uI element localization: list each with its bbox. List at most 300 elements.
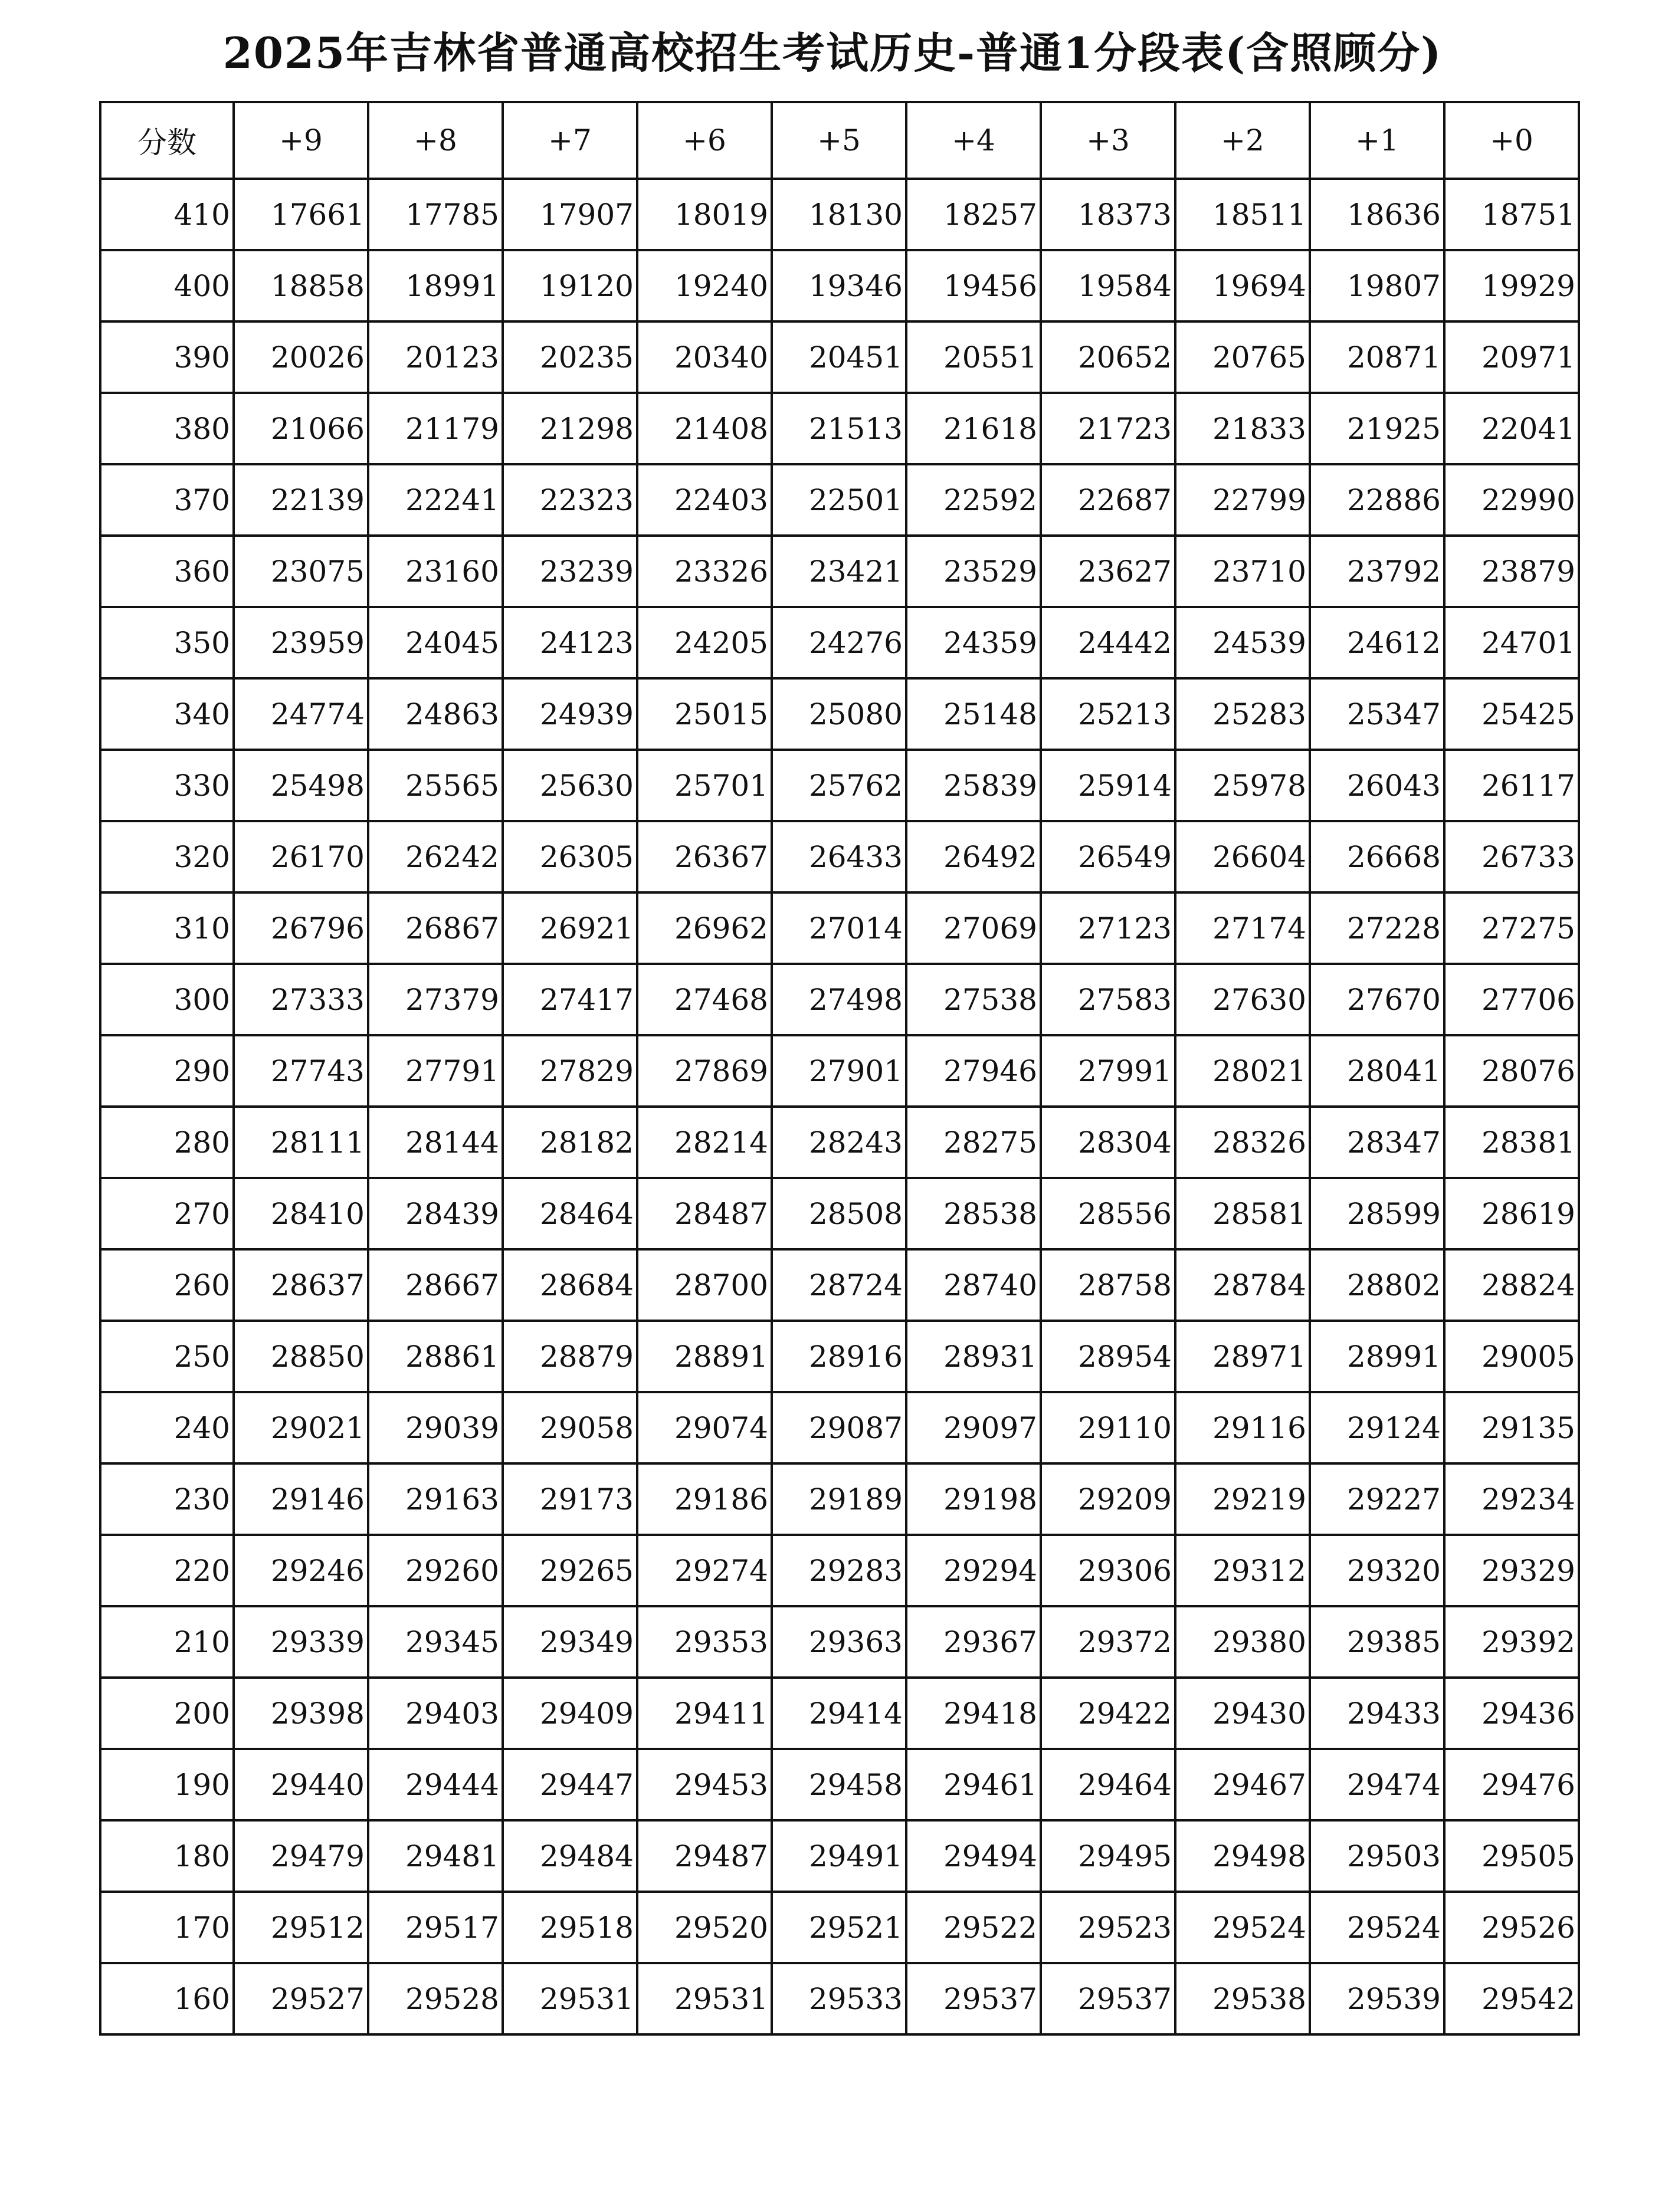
- cumulative-count-cell: 23959: [234, 607, 368, 678]
- cumulative-count-cell: 28684: [503, 1249, 637, 1321]
- table-row: [100, 1963, 1579, 2034]
- cumulative-count-cell: 29227: [1310, 1463, 1444, 1535]
- cumulative-count-cell: 27630: [1175, 964, 1310, 1035]
- cumulative-count-cell: 27174: [1175, 892, 1310, 964]
- cumulative-count-cell: 23421: [772, 536, 906, 607]
- cumulative-count-cell: 28304: [1041, 1107, 1175, 1178]
- cumulative-count-cell: 28667: [368, 1249, 503, 1321]
- cumulative-count-cell: 26367: [637, 821, 772, 892]
- cumulative-count-cell: 29523: [1041, 1892, 1175, 1963]
- cumulative-count-cell: 28041: [1310, 1035, 1444, 1107]
- cumulative-count-cell: 21833: [1175, 393, 1310, 464]
- cumulative-count-cell: 28824: [1444, 1249, 1579, 1321]
- table-row: [100, 1463, 1579, 1535]
- cumulative-count-cell: 26305: [503, 821, 637, 892]
- table-row: [100, 393, 1579, 464]
- cumulative-count-cell: 25839: [906, 750, 1041, 821]
- cumulative-count-cell: 20551: [906, 321, 1041, 393]
- cumulative-count-cell: 27829: [503, 1035, 637, 1107]
- column-header-offset: +8: [368, 102, 503, 179]
- cumulative-count-cell: 23710: [1175, 536, 1310, 607]
- cumulative-count-cell: 28347: [1310, 1107, 1444, 1178]
- cumulative-count-cell: 28581: [1175, 1178, 1310, 1249]
- cumulative-count-cell: 27791: [368, 1035, 503, 1107]
- cumulative-count-cell: 29461: [906, 1749, 1041, 1820]
- table-row: [100, 1749, 1579, 1820]
- score-base-cell: 410: [100, 179, 234, 250]
- column-header-offset: +2: [1175, 102, 1310, 179]
- table-row: [100, 678, 1579, 750]
- cumulative-count-cell: 29517: [368, 1892, 503, 1963]
- cumulative-count-cell: 29039: [368, 1392, 503, 1463]
- score-base-cell: 240: [100, 1392, 234, 1463]
- cumulative-count-cell: 29110: [1041, 1392, 1175, 1463]
- cumulative-count-cell: 29146: [234, 1463, 368, 1535]
- table-row: [100, 1321, 1579, 1392]
- cumulative-count-cell: 19240: [637, 250, 772, 321]
- cumulative-count-cell: 29135: [1444, 1392, 1579, 1463]
- cumulative-count-cell: 28891: [637, 1321, 772, 1392]
- column-header-offset: +1: [1310, 102, 1444, 179]
- cumulative-count-cell: 21179: [368, 393, 503, 464]
- score-base-cell: 160: [100, 1963, 234, 2034]
- cumulative-count-cell: 18636: [1310, 179, 1444, 250]
- cumulative-count-cell: 29097: [906, 1392, 1041, 1463]
- score-base-cell: 260: [100, 1249, 234, 1321]
- cumulative-count-cell: 27583: [1041, 964, 1175, 1035]
- cumulative-count-cell: 28021: [1175, 1035, 1310, 1107]
- cumulative-count-cell: 17907: [503, 179, 637, 250]
- cumulative-count-cell: 28991: [1310, 1321, 1444, 1392]
- cumulative-count-cell: 29533: [772, 1963, 906, 2034]
- cumulative-count-cell: 20026: [234, 321, 368, 393]
- cumulative-count-cell: 29521: [772, 1892, 906, 1963]
- score-base-cell: 290: [100, 1035, 234, 1107]
- cumulative-count-cell: 29447: [503, 1749, 637, 1820]
- cumulative-count-cell: 26549: [1041, 821, 1175, 892]
- cumulative-count-cell: 28381: [1444, 1107, 1579, 1178]
- cumulative-count-cell: 27379: [368, 964, 503, 1035]
- score-base-cell: 230: [100, 1463, 234, 1535]
- cumulative-count-cell: 27670: [1310, 964, 1444, 1035]
- score-base-cell: 320: [100, 821, 234, 892]
- cumulative-count-cell: 24442: [1041, 607, 1175, 678]
- cumulative-count-cell: 29433: [1310, 1678, 1444, 1749]
- cumulative-count-cell: 23792: [1310, 536, 1444, 607]
- cumulative-count-cell: 29491: [772, 1820, 906, 1892]
- cumulative-count-cell: 28724: [772, 1249, 906, 1321]
- cumulative-count-cell: 28182: [503, 1107, 637, 1178]
- cumulative-count-cell: 22403: [637, 464, 772, 536]
- cumulative-count-cell: 29380: [1175, 1606, 1310, 1678]
- cumulative-count-cell: 22041: [1444, 393, 1579, 464]
- cumulative-count-cell: 19120: [503, 250, 637, 321]
- cumulative-count-cell: 18511: [1175, 179, 1310, 250]
- cumulative-count-cell: 24359: [906, 607, 1041, 678]
- table-row: [100, 464, 1579, 536]
- table-row: [100, 1820, 1579, 1892]
- cumulative-count-cell: 26170: [234, 821, 368, 892]
- cumulative-count-cell: 22687: [1041, 464, 1175, 536]
- cumulative-count-cell: 29189: [772, 1463, 906, 1535]
- cumulative-count-cell: 21408: [637, 393, 772, 464]
- cumulative-count-cell: 25914: [1041, 750, 1175, 821]
- cumulative-count-cell: 29339: [234, 1606, 368, 1678]
- cumulative-count-cell: 28879: [503, 1321, 637, 1392]
- column-header-offset: +4: [906, 102, 1041, 179]
- cumulative-count-cell: 22241: [368, 464, 503, 536]
- cumulative-count-cell: 26796: [234, 892, 368, 964]
- cumulative-count-cell: 27743: [234, 1035, 368, 1107]
- cumulative-count-cell: 29414: [772, 1678, 906, 1749]
- cumulative-count-cell: 29542: [1444, 1963, 1579, 2034]
- cumulative-count-cell: 29467: [1175, 1749, 1310, 1820]
- column-header-offset: +7: [503, 102, 637, 179]
- score-base-cell: 250: [100, 1321, 234, 1392]
- cumulative-count-cell: 29464: [1041, 1749, 1175, 1820]
- score-distribution-table: [99, 101, 1580, 2036]
- cumulative-count-cell: 27538: [906, 964, 1041, 1035]
- cumulative-count-cell: 20871: [1310, 321, 1444, 393]
- cumulative-count-cell: 29440: [234, 1749, 368, 1820]
- cumulative-count-cell: 26921: [503, 892, 637, 964]
- cumulative-count-cell: 29116: [1175, 1392, 1310, 1463]
- cumulative-count-cell: 28758: [1041, 1249, 1175, 1321]
- table-row: [100, 1678, 1579, 1749]
- cumulative-count-cell: 20451: [772, 321, 906, 393]
- cumulative-count-cell: 29422: [1041, 1678, 1175, 1749]
- cumulative-count-cell: 25148: [906, 678, 1041, 750]
- cumulative-count-cell: 28556: [1041, 1178, 1175, 1249]
- cumulative-count-cell: 18991: [368, 250, 503, 321]
- cumulative-count-cell: 29512: [234, 1892, 368, 1963]
- cumulative-count-cell: 24939: [503, 678, 637, 750]
- cumulative-count-cell: 29312: [1175, 1535, 1310, 1606]
- cumulative-count-cell: 27014: [772, 892, 906, 964]
- cumulative-count-cell: 20971: [1444, 321, 1579, 393]
- cumulative-count-cell: 20765: [1175, 321, 1310, 393]
- cumulative-count-cell: 29494: [906, 1820, 1041, 1892]
- cumulative-count-cell: 26867: [368, 892, 503, 964]
- cumulative-count-cell: 24045: [368, 607, 503, 678]
- cumulative-count-cell: 28214: [637, 1107, 772, 1178]
- cumulative-count-cell: 24774: [234, 678, 368, 750]
- cumulative-count-cell: 18858: [234, 250, 368, 321]
- cumulative-count-cell: 27991: [1041, 1035, 1175, 1107]
- cumulative-count-cell: 24205: [637, 607, 772, 678]
- cumulative-count-cell: 20123: [368, 321, 503, 393]
- cumulative-count-cell: 29173: [503, 1463, 637, 1535]
- cumulative-count-cell: 29398: [234, 1678, 368, 1749]
- cumulative-count-cell: 17661: [234, 179, 368, 250]
- cumulative-count-cell: 24276: [772, 607, 906, 678]
- score-base-cell: 190: [100, 1749, 234, 1820]
- cumulative-count-cell: 29345: [368, 1606, 503, 1678]
- cumulative-count-cell: 24123: [503, 607, 637, 678]
- cumulative-count-cell: 25565: [368, 750, 503, 821]
- score-base-cell: 360: [100, 536, 234, 607]
- cumulative-count-cell: 29353: [637, 1606, 772, 1678]
- cumulative-count-cell: 29453: [637, 1749, 772, 1820]
- cumulative-count-cell: 28784: [1175, 1249, 1310, 1321]
- cumulative-count-cell: 26733: [1444, 821, 1579, 892]
- cumulative-count-cell: 29495: [1041, 1820, 1175, 1892]
- cumulative-count-cell: 29505: [1444, 1820, 1579, 1892]
- cumulative-count-cell: 28954: [1041, 1321, 1175, 1392]
- column-header-offset: +0: [1444, 102, 1579, 179]
- cumulative-count-cell: 25498: [234, 750, 368, 821]
- table-row: [100, 1535, 1579, 1606]
- cumulative-count-cell: 22501: [772, 464, 906, 536]
- cumulative-count-cell: 29531: [637, 1963, 772, 2034]
- cumulative-count-cell: 19346: [772, 250, 906, 321]
- cumulative-count-cell: 29163: [368, 1463, 503, 1535]
- cumulative-count-cell: 29363: [772, 1606, 906, 1678]
- cumulative-count-cell: 28487: [637, 1178, 772, 1249]
- cumulative-count-cell: 29385: [1310, 1606, 1444, 1678]
- cumulative-count-cell: 26242: [368, 821, 503, 892]
- cumulative-count-cell: 25213: [1041, 678, 1175, 750]
- table-row: [100, 1606, 1579, 1678]
- cumulative-count-cell: 29430: [1175, 1678, 1310, 1749]
- score-base-cell: 300: [100, 964, 234, 1035]
- cumulative-count-cell: 26962: [637, 892, 772, 964]
- cumulative-count-cell: 25701: [637, 750, 772, 821]
- cumulative-count-cell: 22886: [1310, 464, 1444, 536]
- column-header-offset: +3: [1041, 102, 1175, 179]
- cumulative-count-cell: 29219: [1175, 1463, 1310, 1535]
- cumulative-count-cell: 29474: [1310, 1749, 1444, 1820]
- cumulative-count-cell: 27275: [1444, 892, 1579, 964]
- cumulative-count-cell: 27901: [772, 1035, 906, 1107]
- cumulative-count-cell: 29436: [1444, 1678, 1579, 1749]
- cumulative-count-cell: 29392: [1444, 1606, 1579, 1678]
- cumulative-count-cell: 22139: [234, 464, 368, 536]
- cumulative-count-cell: 25762: [772, 750, 906, 821]
- cumulative-count-cell: 28076: [1444, 1035, 1579, 1107]
- cumulative-count-cell: 29503: [1310, 1820, 1444, 1892]
- cumulative-count-cell: 29087: [772, 1392, 906, 1463]
- cumulative-count-cell: 28243: [772, 1107, 906, 1178]
- cumulative-count-cell: 27946: [906, 1035, 1041, 1107]
- table-row: [100, 536, 1579, 607]
- table-row: [100, 821, 1579, 892]
- cumulative-count-cell: 29367: [906, 1606, 1041, 1678]
- cumulative-count-cell: 29274: [637, 1535, 772, 1606]
- score-base-cell: 350: [100, 607, 234, 678]
- cumulative-count-cell: 28111: [234, 1107, 368, 1178]
- cumulative-count-cell: 21723: [1041, 393, 1175, 464]
- cumulative-count-cell: 29074: [637, 1392, 772, 1463]
- cumulative-count-cell: 29444: [368, 1749, 503, 1820]
- cumulative-count-cell: 29527: [234, 1963, 368, 2034]
- cumulative-count-cell: 29234: [1444, 1463, 1579, 1535]
- cumulative-count-cell: 24863: [368, 678, 503, 750]
- cumulative-count-cell: 18751: [1444, 179, 1579, 250]
- cumulative-count-cell: 29409: [503, 1678, 637, 1749]
- cumulative-count-cell: 29005: [1444, 1321, 1579, 1392]
- cumulative-count-cell: 25283: [1175, 678, 1310, 750]
- cumulative-count-cell: 20652: [1041, 321, 1175, 393]
- cumulative-count-cell: 25978: [1175, 750, 1310, 821]
- cumulative-count-cell: 26668: [1310, 821, 1444, 892]
- cumulative-count-cell: 18019: [637, 179, 772, 250]
- score-base-cell: 400: [100, 250, 234, 321]
- cumulative-count-cell: 29198: [906, 1463, 1041, 1535]
- cumulative-count-cell: 29411: [637, 1678, 772, 1749]
- cumulative-count-cell: 28637: [234, 1249, 368, 1321]
- cumulative-count-cell: 29524: [1175, 1892, 1310, 1963]
- cumulative-count-cell: 28599: [1310, 1178, 1444, 1249]
- score-base-cell: 330: [100, 750, 234, 821]
- cumulative-count-cell: 29481: [368, 1820, 503, 1892]
- cumulative-count-cell: 29484: [503, 1820, 637, 1892]
- table-body: [100, 179, 1579, 2034]
- cumulative-count-cell: 19584: [1041, 250, 1175, 321]
- cumulative-count-cell: 18257: [906, 179, 1041, 250]
- cumulative-count-cell: 29520: [637, 1892, 772, 1963]
- table-row: [100, 321, 1579, 393]
- column-header-offset: +6: [637, 102, 772, 179]
- score-base-cell: 280: [100, 1107, 234, 1178]
- cumulative-count-cell: 29522: [906, 1892, 1041, 1963]
- cumulative-count-cell: 27706: [1444, 964, 1579, 1035]
- cumulative-count-cell: 29528: [368, 1963, 503, 2034]
- score-base-cell: 380: [100, 393, 234, 464]
- cumulative-count-cell: 28700: [637, 1249, 772, 1321]
- score-base-cell: 210: [100, 1606, 234, 1678]
- cumulative-count-cell: 29479: [234, 1820, 368, 1892]
- cumulative-count-cell: 19456: [906, 250, 1041, 321]
- cumulative-count-cell: 26492: [906, 821, 1041, 892]
- cumulative-count-cell: 29403: [368, 1678, 503, 1749]
- cumulative-count-cell: 28740: [906, 1249, 1041, 1321]
- cumulative-count-cell: 19929: [1444, 250, 1579, 321]
- cumulative-count-cell: 28619: [1444, 1178, 1579, 1249]
- cumulative-count-cell: 24612: [1310, 607, 1444, 678]
- cumulative-count-cell: 29265: [503, 1535, 637, 1606]
- cumulative-count-cell: 29124: [1310, 1392, 1444, 1463]
- cumulative-count-cell: 29021: [234, 1392, 368, 1463]
- score-base-cell: 370: [100, 464, 234, 536]
- cumulative-count-cell: 25425: [1444, 678, 1579, 750]
- cumulative-count-cell: 22990: [1444, 464, 1579, 536]
- cumulative-count-cell: 28439: [368, 1178, 503, 1249]
- cumulative-count-cell: 21066: [234, 393, 368, 464]
- table-row: [100, 1107, 1579, 1178]
- table-row: [100, 1249, 1579, 1321]
- cumulative-count-cell: 23160: [368, 536, 503, 607]
- cumulative-count-cell: 24539: [1175, 607, 1310, 678]
- cumulative-count-cell: 28802: [1310, 1249, 1444, 1321]
- cumulative-count-cell: 27468: [637, 964, 772, 1035]
- table-row: [100, 179, 1579, 250]
- cumulative-count-cell: 17785: [368, 179, 503, 250]
- cumulative-count-cell: 23627: [1041, 536, 1175, 607]
- cumulative-count-cell: 29518: [503, 1892, 637, 1963]
- cumulative-count-cell: 29538: [1175, 1963, 1310, 2034]
- cumulative-count-cell: 29524: [1310, 1892, 1444, 1963]
- cumulative-count-cell: 23326: [637, 536, 772, 607]
- score-base-cell: 170: [100, 1892, 234, 1963]
- cumulative-count-cell: 18373: [1041, 179, 1175, 250]
- cumulative-count-cell: 20235: [503, 321, 637, 393]
- cumulative-count-cell: 29186: [637, 1463, 772, 1535]
- cumulative-count-cell: 28326: [1175, 1107, 1310, 1178]
- cumulative-count-cell: 28971: [1175, 1321, 1310, 1392]
- column-header-offset: +9: [234, 102, 368, 179]
- cumulative-count-cell: 27069: [906, 892, 1041, 964]
- cumulative-count-cell: 27123: [1041, 892, 1175, 964]
- cumulative-count-cell: 29283: [772, 1535, 906, 1606]
- table-row: [100, 750, 1579, 821]
- cumulative-count-cell: 29487: [637, 1820, 772, 1892]
- cumulative-count-cell: 29372: [1041, 1606, 1175, 1678]
- cumulative-count-cell: 21513: [772, 393, 906, 464]
- cumulative-count-cell: 26433: [772, 821, 906, 892]
- table-row: [100, 892, 1579, 964]
- cumulative-count-cell: 26117: [1444, 750, 1579, 821]
- cumulative-count-cell: 25080: [772, 678, 906, 750]
- column-header-offset: +5: [772, 102, 906, 179]
- table-row: [100, 1892, 1579, 1963]
- cumulative-count-cell: 27417: [503, 964, 637, 1035]
- score-base-cell: 310: [100, 892, 234, 964]
- cumulative-count-cell: 25630: [503, 750, 637, 821]
- cumulative-count-cell: 28144: [368, 1107, 503, 1178]
- cumulative-count-cell: 21925: [1310, 393, 1444, 464]
- score-base-cell: 200: [100, 1678, 234, 1749]
- cumulative-count-cell: 29458: [772, 1749, 906, 1820]
- cumulative-count-cell: 29294: [906, 1535, 1041, 1606]
- cumulative-count-cell: 28916: [772, 1321, 906, 1392]
- cumulative-count-cell: 19694: [1175, 250, 1310, 321]
- cumulative-count-cell: 26043: [1310, 750, 1444, 821]
- cumulative-count-cell: 19807: [1310, 250, 1444, 321]
- table-row: [100, 1035, 1579, 1107]
- cumulative-count-cell: 29209: [1041, 1463, 1175, 1535]
- cumulative-count-cell: 29476: [1444, 1749, 1579, 1820]
- cumulative-count-cell: 23529: [906, 536, 1041, 607]
- cumulative-count-cell: 26604: [1175, 821, 1310, 892]
- cumulative-count-cell: 29349: [503, 1606, 637, 1678]
- cumulative-count-cell: 23075: [234, 536, 368, 607]
- cumulative-count-cell: 29537: [906, 1963, 1041, 2034]
- cumulative-count-cell: 25347: [1310, 678, 1444, 750]
- cumulative-count-cell: 27333: [234, 964, 368, 1035]
- cumulative-count-cell: 29329: [1444, 1535, 1579, 1606]
- table-row: [100, 964, 1579, 1035]
- table-header-row: [100, 102, 1579, 179]
- cumulative-count-cell: 29246: [234, 1535, 368, 1606]
- cumulative-count-cell: 29537: [1041, 1963, 1175, 2034]
- cumulative-count-cell: 28464: [503, 1178, 637, 1249]
- cumulative-count-cell: 29306: [1041, 1535, 1175, 1606]
- cumulative-count-cell: 28861: [368, 1321, 503, 1392]
- table-row: [100, 250, 1579, 321]
- score-base-cell: 390: [100, 321, 234, 393]
- score-base-cell: 220: [100, 1535, 234, 1606]
- cumulative-count-cell: 20340: [637, 321, 772, 393]
- table-row: [100, 607, 1579, 678]
- cumulative-count-cell: 28850: [234, 1321, 368, 1392]
- cumulative-count-cell: 28931: [906, 1321, 1041, 1392]
- score-base-cell: 180: [100, 1820, 234, 1892]
- cumulative-count-cell: 29526: [1444, 1892, 1579, 1963]
- cumulative-count-cell: 18130: [772, 179, 906, 250]
- cumulative-count-cell: 22799: [1175, 464, 1310, 536]
- cumulative-count-cell: 27498: [772, 964, 906, 1035]
